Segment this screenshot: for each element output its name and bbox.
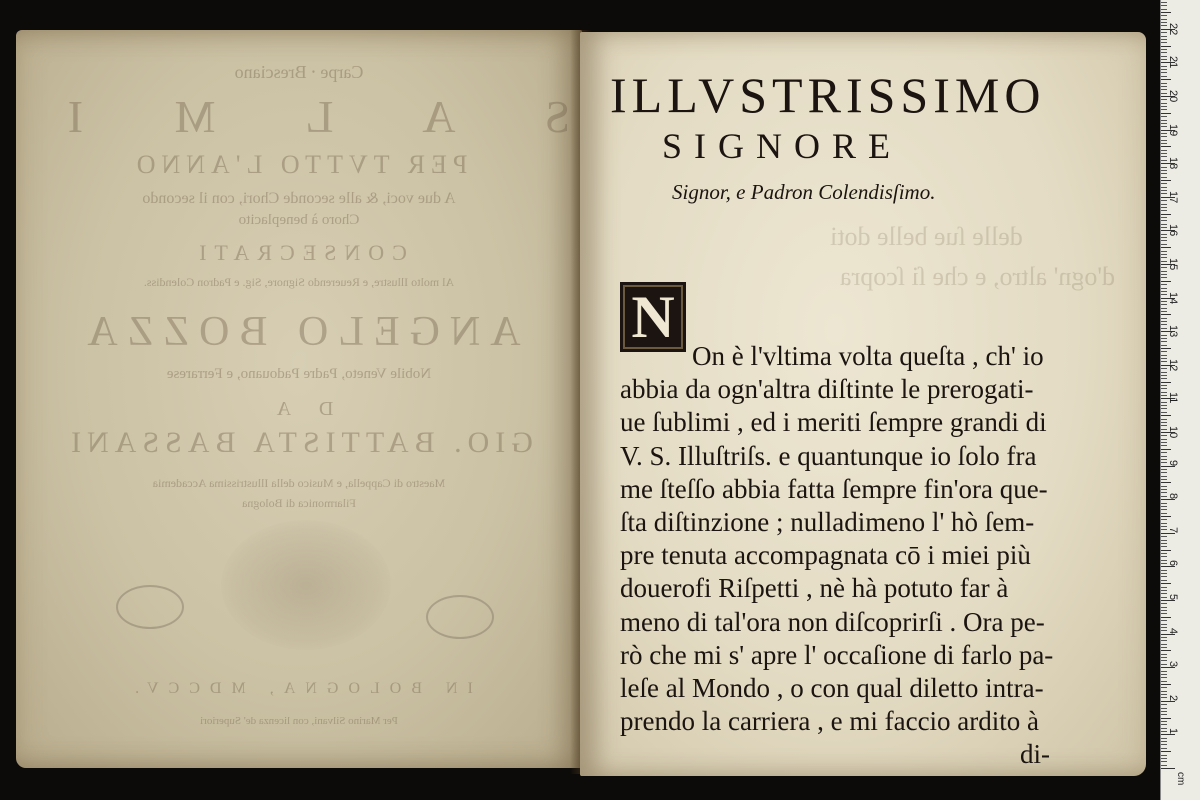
ruler-tick — [1161, 603, 1167, 604]
ruler-tick — [1161, 86, 1167, 87]
ruler-tick — [1161, 284, 1167, 285]
ruler-tick — [1161, 536, 1167, 537]
ruler-number: 21 — [1167, 56, 1179, 69]
ruler-tick — [1161, 153, 1167, 154]
ruler-tick — [1161, 341, 1167, 342]
ruler-tick — [1161, 607, 1167, 608]
show-through-line: Carpe ⸱ Bresciano — [234, 62, 364, 82]
ruler-tick — [1161, 768, 1175, 769]
ruler-tick — [1161, 476, 1167, 477]
show-through-line: D A — [264, 398, 334, 420]
ruler-number: 7 — [1167, 526, 1179, 533]
ruler-tick — [1161, 318, 1167, 319]
ruler-tick — [1161, 704, 1167, 705]
ruler-tick — [1161, 143, 1167, 144]
ruler-tick — [1161, 543, 1167, 544]
ruler-tick — [1161, 546, 1167, 547]
ruler-tick — [1161, 761, 1167, 762]
ruler-number: 15 — [1167, 258, 1179, 271]
ruler-tick — [1161, 52, 1167, 53]
ruler-tick — [1161, 718, 1171, 719]
ruler-tick — [1161, 39, 1167, 40]
text-line: me ſteſſo abbia fatta ſempre fin'ora que- — [620, 473, 1048, 504]
ruler-tick — [1161, 388, 1167, 389]
ruler-tick — [1161, 72, 1167, 73]
right-page — [580, 32, 1146, 776]
text-line: On è l'vltima volta queſta , ch' io — [692, 341, 1044, 371]
ruler-number: 14 — [1167, 291, 1179, 304]
ruler-tick — [1161, 657, 1167, 658]
dedication-body — [620, 340, 1120, 772]
ruler-tick — [1161, 355, 1167, 356]
ruler-tick — [1161, 311, 1167, 312]
show-through-line: ANGELO BOZZA — [77, 309, 521, 355]
ruler-tick — [1161, 624, 1167, 625]
ruler-tick — [1161, 573, 1167, 574]
ruler-tick — [1161, 583, 1171, 584]
ruler-tick — [1161, 738, 1167, 739]
ruler-number: 17 — [1167, 190, 1179, 204]
show-through-line: Maestro di Cappella, e Musico della Illustrissima Accademia — [152, 476, 446, 490]
ruler-tick — [1161, 304, 1167, 305]
printer-device — [221, 520, 391, 650]
ruler-tick — [1161, 150, 1167, 151]
left-page — [16, 30, 582, 768]
ruler-tick — [1161, 748, 1167, 749]
ruler-tick — [1161, 372, 1167, 373]
ruler-tick — [1161, 445, 1167, 446]
ruler-tick — [1161, 684, 1171, 685]
ruler-tick — [1161, 503, 1167, 504]
text-line: ſta diſtinzione ; nulladimeno l' hò ſem- — [620, 507, 1035, 538]
ruler-number: 3 — [1167, 661, 1179, 668]
ruler-tick — [1161, 351, 1167, 352]
ruler-tick — [1161, 183, 1167, 184]
ruler-tick — [1161, 204, 1167, 205]
ruler-number: 22 — [1167, 22, 1179, 36]
show-through-line: IN BOLOGNA, MDCCV. — [125, 680, 473, 697]
ruler-tick — [1161, 758, 1167, 759]
ruler-number: 5 — [1167, 594, 1179, 601]
ruler-tick — [1161, 83, 1167, 84]
ruler-tick — [1161, 644, 1167, 645]
ruler-tick — [1161, 247, 1171, 248]
ruler-tick — [1161, 237, 1167, 238]
ruler-tick — [1161, 415, 1171, 416]
ruler-tick — [1161, 408, 1167, 409]
ruler-tick — [1161, 378, 1167, 379]
ruler-tick — [1161, 677, 1167, 678]
ruler-tick — [1161, 671, 1167, 672]
ruler-tick — [1161, 2, 1167, 3]
ruler-tick — [1161, 691, 1167, 692]
show-through-line: delle ſue belle doti — [830, 222, 1023, 251]
text-line: prendo la carriera , e mi faccio ardito à — [620, 706, 1040, 737]
ruler-tick — [1161, 667, 1175, 668]
ruler-tick — [1161, 516, 1171, 517]
ruler-tick — [1161, 734, 1175, 735]
ruler-number: 8 — [1167, 493, 1179, 500]
text-line: ue ſublimi , ed i meriti ſempre grandi di — [620, 407, 1047, 438]
ruler-tick — [1161, 519, 1167, 520]
ruler-number: 13 — [1167, 325, 1179, 338]
ruler-number: 2 — [1167, 694, 1179, 701]
ruler-tick — [1161, 338, 1167, 339]
ruler-tick — [1161, 173, 1167, 174]
ruler-tick — [1161, 617, 1171, 618]
ruler-tick — [1161, 613, 1167, 614]
ruler-tick — [1161, 180, 1171, 181]
text-line: leſe al Mondo , o con qual diletto intra- — [620, 673, 1044, 704]
ruler-tick — [1161, 254, 1167, 255]
text-line: douerofi Riſpetti , nè hà potuto far à — [620, 573, 1009, 604]
ruler-tick — [1161, 509, 1167, 510]
ruler-tick — [1161, 207, 1167, 208]
ruler-tick — [1161, 590, 1167, 591]
ruler-tick — [1161, 271, 1167, 272]
ruler-tick — [1161, 741, 1167, 742]
ruler-number: 20 — [1167, 90, 1179, 103]
ruler-tick — [1161, 244, 1167, 245]
ruler-tick — [1161, 687, 1167, 688]
ruler-number: 6 — [1167, 560, 1179, 567]
ruler-tick — [1161, 46, 1171, 47]
decorated-initial: N — [620, 282, 686, 352]
ruler-tick — [1161, 499, 1175, 500]
ruler-tick — [1161, 637, 1167, 638]
ruler-tick — [1161, 708, 1167, 709]
ruler-tick — [1161, 116, 1167, 117]
ruler-tick — [1161, 69, 1167, 70]
dedication-title: ILLVSTRISSIMO — [610, 67, 1046, 123]
ruler-tick — [1161, 472, 1167, 473]
ruler-unit-label: cm — [1175, 772, 1186, 786]
ruler-tick — [1161, 15, 1167, 16]
text-line: abbia da ogn'altra diſtinte le prerogati- — [620, 374, 1034, 405]
text-line: meno di tal'ora non diſcoprirſi . Ora pe- — [620, 606, 1045, 637]
ruler-tick — [1161, 120, 1167, 121]
ruler-tick — [1161, 523, 1167, 524]
ruler-number: 19 — [1167, 123, 1179, 136]
ruler-tick — [1161, 106, 1167, 107]
ruler-tick — [1161, 479, 1167, 480]
ruler-tick — [1161, 103, 1167, 104]
ruler-tick — [1161, 308, 1167, 309]
ruler-tick — [1161, 714, 1167, 715]
ruler-tick — [1161, 187, 1167, 188]
library-stamp — [426, 595, 494, 639]
ruler-tick — [1161, 314, 1171, 315]
ruler-tick — [1161, 177, 1167, 178]
ruler-number: 4 — [1167, 627, 1179, 634]
ruler-tick — [1161, 600, 1175, 601]
ruler-tick — [1161, 217, 1167, 218]
ruler-tick — [1161, 442, 1167, 443]
ruler-number: 12 — [1167, 358, 1179, 372]
ruler-tick — [1161, 220, 1167, 221]
show-through-line: Per Marino Silvani, con licenza de' Superiori — [200, 715, 398, 727]
ruler-tick — [1161, 570, 1167, 571]
ruler-tick — [1161, 650, 1171, 651]
ruler-tick — [1161, 721, 1167, 722]
ruler-tick — [1161, 681, 1167, 682]
ruler-tick — [1161, 9, 1167, 10]
text-line: V. S. Illuſtriſs. e quantunque io ſolo fra — [620, 440, 1037, 471]
ruler-tick — [1161, 419, 1167, 420]
ruler-number: 10 — [1167, 426, 1179, 439]
show-through-line: CONSECRATI — [191, 240, 407, 265]
ruler-tick — [1161, 674, 1167, 675]
show-through-line: Choro à beneplacito — [238, 212, 360, 228]
ruler-number: 11 — [1167, 392, 1179, 404]
ruler-number: 18 — [1167, 157, 1179, 170]
ruler-tick — [1161, 452, 1167, 453]
ruler-number: 9 — [1167, 459, 1179, 466]
show-through-line: A due voci, & alle seconde Chori, con il secondo — [142, 190, 456, 207]
measurement-ruler — [1160, 0, 1200, 800]
ruler-tick — [1161, 109, 1167, 110]
ruler-tick — [1161, 456, 1167, 457]
show-through-line: PER TVTTO L'ANNO — [130, 150, 468, 179]
ruler-tick — [1161, 49, 1167, 50]
ruler-tick — [1161, 540, 1167, 541]
ruler-tick — [1161, 576, 1167, 577]
ruler-tick — [1161, 405, 1167, 406]
ruler-number: 1 — [1167, 728, 1179, 735]
ruler-tick — [1161, 610, 1167, 611]
show-through-line: Filarmonica di Bologna — [242, 496, 356, 510]
ruler-tick — [1161, 348, 1171, 349]
ruler-tick — [1161, 412, 1167, 413]
ruler-tick — [1161, 422, 1167, 423]
show-through-line: d'ogn' altro, e che ſi ſcopra — [840, 262, 1116, 291]
ruler-tick — [1161, 136, 1167, 137]
ruler-tick — [1161, 251, 1167, 252]
ruler-tick — [1161, 12, 1171, 13]
ruler-tick — [1161, 620, 1167, 621]
ruler-tick — [1161, 321, 1167, 322]
ruler-tick — [1161, 288, 1167, 289]
ruler-tick — [1161, 439, 1167, 440]
ruler-tick — [1161, 76, 1167, 77]
catchword: di- — [1020, 739, 1050, 770]
ruler-tick — [1161, 654, 1167, 655]
salutation: Signor, e Padron Colendisſimo. — [672, 180, 936, 204]
ruler-tick — [1161, 744, 1167, 745]
ruler-tick — [1161, 489, 1167, 490]
book-spread — [14, 26, 1160, 778]
ruler-tick — [1161, 382, 1171, 383]
text-line: pre tenuta accompagnata cō i miei più — [620, 540, 1031, 571]
ruler-tick — [1161, 210, 1167, 211]
ruler-tick — [1161, 214, 1171, 215]
show-through-line: S A L M I — [27, 91, 571, 142]
show-through-line: Al molto Illustre, e Reuerendo Signore, Sig. e Padron Colendiss. — [143, 275, 455, 289]
ruler-tick — [1161, 375, 1167, 376]
ruler-tick — [1161, 469, 1167, 470]
ruler-tick — [1161, 553, 1167, 554]
show-through-line: Nobile Veneto, Padre Padouano, e Ferrarese — [166, 366, 432, 382]
ruler-tick — [1161, 751, 1171, 752]
ruler-tick — [1161, 566, 1175, 567]
ruler-tick — [1161, 79, 1171, 80]
ruler-tick — [1161, 274, 1167, 275]
ruler-tick — [1161, 587, 1167, 588]
ruler-tick — [1161, 580, 1167, 581]
dedication-subtitle: SIGNORE — [662, 126, 903, 166]
ruler-tick — [1161, 277, 1167, 278]
ruler-tick — [1161, 113, 1171, 114]
ruler-tick — [1161, 550, 1171, 551]
ruler-number: 16 — [1167, 224, 1179, 237]
ruler-tick — [1161, 506, 1167, 507]
ruler-tick — [1161, 345, 1167, 346]
ruler-tick — [1161, 19, 1167, 20]
ruler-tick — [1161, 711, 1167, 712]
ruler-tick — [1161, 755, 1167, 756]
ruler-tick — [1161, 556, 1167, 557]
ruler-tick — [1161, 42, 1167, 43]
ruler-tick — [1161, 482, 1171, 483]
ruler-tick — [1161, 640, 1167, 641]
library-stamp — [116, 585, 184, 629]
ruler-tick — [1161, 647, 1167, 648]
ruler-tick — [1161, 765, 1167, 766]
ruler-tick — [1161, 486, 1167, 487]
ruler-tick — [1161, 36, 1167, 37]
ruler-tick — [1161, 5, 1167, 6]
ruler-tick — [1161, 170, 1167, 171]
text-line: rò che mi s' apre l' occaſione di farlo pa- — [620, 639, 1054, 670]
ruler-tick — [1161, 385, 1167, 386]
ruler-tick — [1161, 513, 1167, 514]
ruler-tick — [1161, 146, 1171, 147]
ruler-tick — [1161, 240, 1167, 241]
ruler-tick — [1161, 140, 1167, 141]
show-through-line: GIO. BATTISTA BASSANI — [65, 426, 533, 459]
ruler-tick — [1161, 449, 1171, 450]
ruler-tick — [1161, 724, 1167, 725]
ruler-tick — [1161, 281, 1171, 282]
